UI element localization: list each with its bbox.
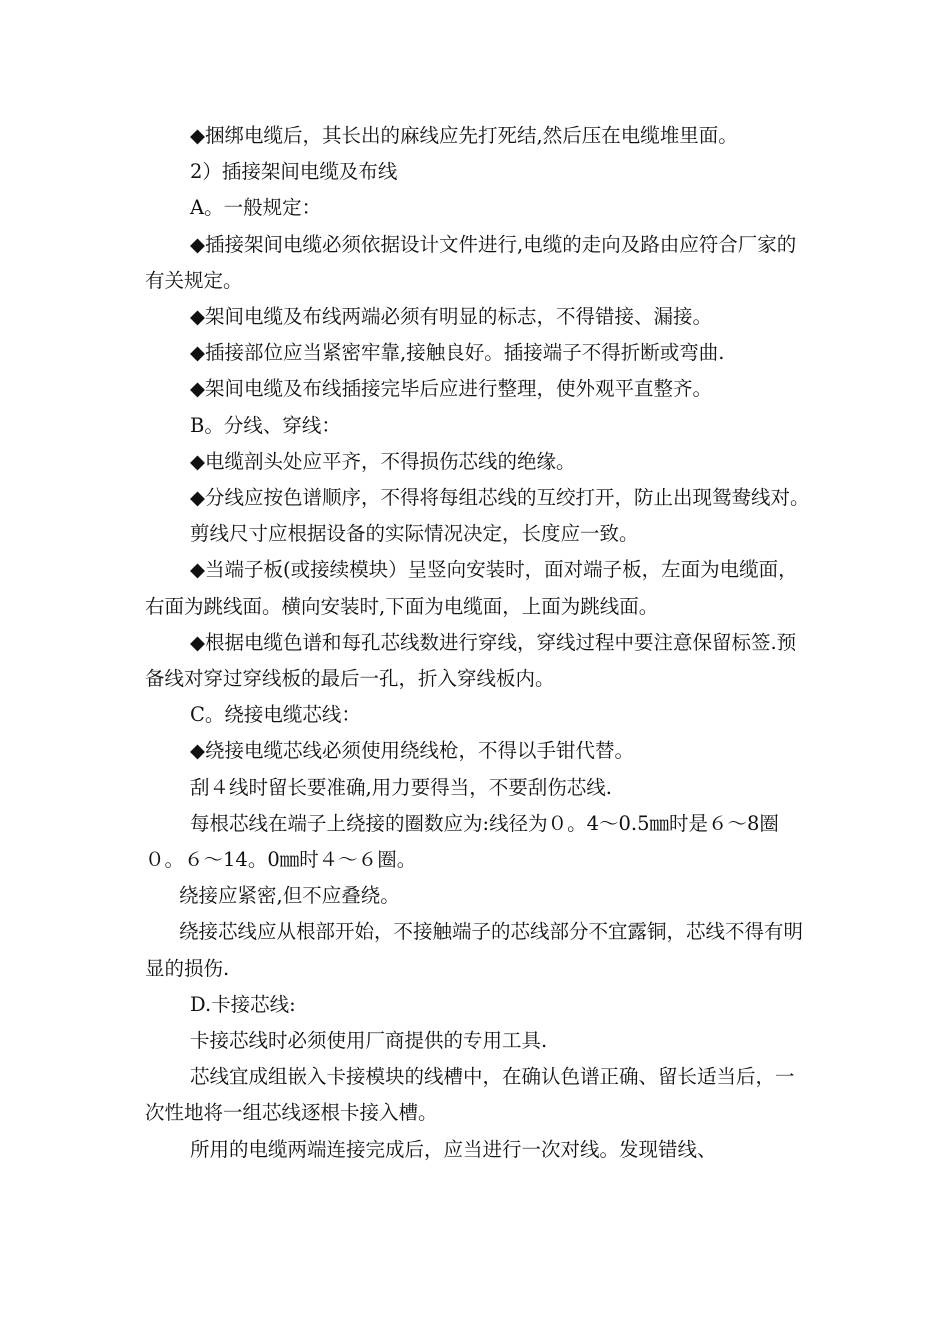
paragraph-4: ◆插接架间电缆必须依据设计文件进行,电缆的走向及路由应符合厂家的有关规定。 xyxy=(145,232,797,292)
paragraph-11: 剪线尺寸应根据设备的实际情况决定，长度应一致。 xyxy=(190,522,639,546)
paragraph-15: ◆绕接电缆芯线必须使用绕线枪，不得以手钳代替。 xyxy=(190,739,634,763)
paragraph-12: ◆当端子板(或接续模块）呈竖向安装时，面对端子板，左面为电缆面，右面为跳线面。横向安装时,下面为电缆面，上面为跳线面。 xyxy=(145,558,798,618)
document-body xyxy=(145,118,810,1168)
paragraph-10: ◆分线应按色谱顺序，不得将每组芯线的互绞打开，防止出现鸳鸯线对。 xyxy=(190,486,810,510)
subheading-a: A。一般规定： xyxy=(190,196,322,220)
paragraph-9: ◆电缆剖头处应平齐，不得损伤芯线的绝缘。 xyxy=(190,449,576,473)
section-heading-2: 2）插接架间电缆及布线 xyxy=(190,160,398,184)
subheading-d: D.卡接芯线: xyxy=(190,992,296,1016)
subheading-c: C。绕接电缆芯线： xyxy=(190,703,361,727)
subheading-b: B。分线、穿线： xyxy=(190,413,341,437)
paragraph-5: ◆架间电缆及布线两端必须有明显的标志，不得错接、漏接。 xyxy=(190,305,712,329)
paragraph-6: ◆插接部位应当紧密牢靠,接触良好。插接端子不得折断或弯曲. xyxy=(190,341,725,365)
paragraph-16: 刮４线时留长要准确,用力要得当，不要刮伤芯线. xyxy=(190,775,612,799)
paragraph-7: ◆架间电缆及布线插接完毕后应进行整理，使外观平直整齐。 xyxy=(190,377,712,401)
paragraph-23: 所用的电缆两端连接完成后，应当进行一次对线。发现错线、 xyxy=(190,1137,717,1161)
paragraph-13: ◆根据电缆色谱和每孔芯线数进行穿线，穿线过程中要注意保留标签.预备线对穿过穿线板的最后一孔，折入穿线板内。 xyxy=(145,630,797,691)
paragraph-18: 绕接应紧密,但不应叠绕。 xyxy=(179,884,400,908)
paragraph-22: 芯线宜成组嵌入卡接模块的线槽中，在确认色谱正确、留长适当后，一次性地将一组芯线逐根卡接入槽。 xyxy=(145,1065,795,1125)
paragraph-19: 绕接芯线应从根部开始，不接触端子的芯线部分不宜露铜，芯线不得有明显的损伤. xyxy=(145,920,804,980)
paragraph-17: 每根芯线在端子上绕接的圈数应为:线径为０。4～0.5㎜时是６～8圈０。６～14。0㎜时４～６圈。 xyxy=(145,811,779,872)
paragraph-21: 卡接芯线时必须使用厂商提供的专用工具. xyxy=(190,1029,548,1053)
paragraph-1: ◆捆绑电缆后，其长出的麻线应先打死结,然后压在电缆堆里面。 xyxy=(190,124,738,147)
